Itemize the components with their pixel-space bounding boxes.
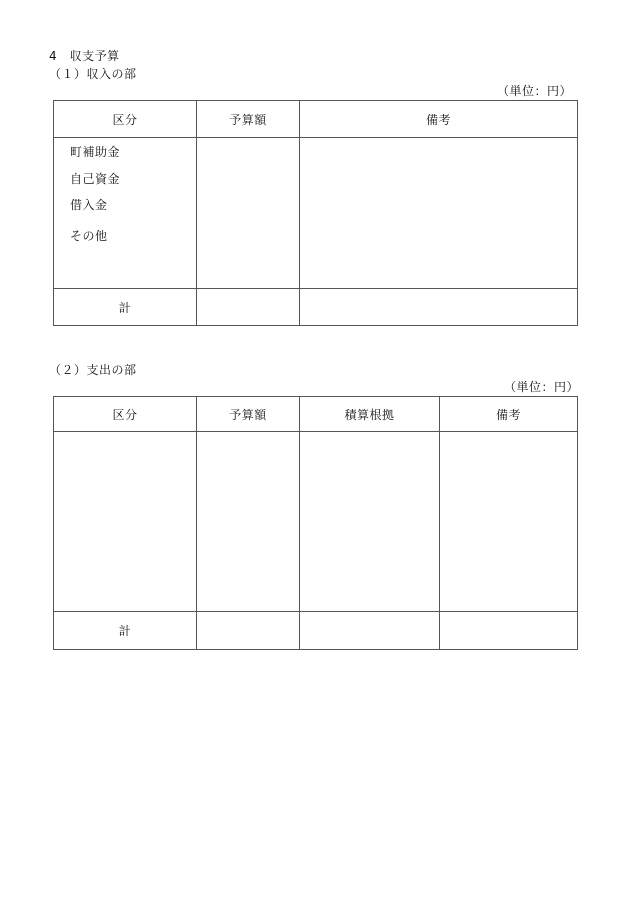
expense-table: [53, 396, 578, 650]
expense-header-basis: 積算根拠: [300, 397, 440, 432]
income-header-category: 区分: [54, 101, 197, 138]
income-amount-cell[interactable]: [197, 138, 300, 289]
income-total-row: [54, 289, 578, 326]
income-table: [53, 100, 578, 326]
expense-total-remarks-cell[interactable]: [440, 612, 578, 650]
expense-header-row: [54, 397, 578, 432]
income-item-town-subsidy: 町補助金: [70, 145, 121, 159]
income-unit-label: （単位：円）: [496, 84, 572, 98]
expense-header-amount: 予算額: [197, 397, 300, 432]
income-header-remarks: 備考: [300, 101, 578, 138]
income-remarks-cell[interactable]: [300, 138, 578, 289]
expense-header-remarks: 備考: [440, 397, 578, 432]
income-heading: （１）収入の部: [49, 67, 137, 81]
expense-basis-cell[interactable]: [300, 432, 440, 612]
income-item-loan: 借入金: [70, 198, 108, 212]
income-category-cell[interactable]: [54, 138, 197, 289]
expense-header-category: 区分: [54, 397, 197, 432]
income-item-other: その他: [70, 229, 108, 243]
income-body-row: [54, 138, 578, 289]
income-item-own-funds: 自己資金: [70, 172, 121, 186]
expense-remarks-cell[interactable]: [440, 432, 578, 612]
income-header-row: [54, 101, 578, 138]
expense-total-row: [54, 612, 578, 650]
expense-body-row: [54, 432, 578, 612]
expense-heading: （２）支出の部: [49, 363, 137, 377]
expense-total-basis-cell[interactable]: [300, 612, 440, 650]
expense-amount-cell[interactable]: [197, 432, 300, 612]
income-header-amount: 予算額: [197, 101, 300, 138]
income-total-amount-cell[interactable]: [197, 289, 300, 326]
income-total-label: 計: [54, 289, 197, 326]
expense-unit-label: （単位：円）: [503, 380, 579, 394]
expense-category-cell[interactable]: [54, 432, 197, 612]
section-title: 4 収支予算: [49, 49, 120, 63]
income-total-remarks-cell[interactable]: [300, 289, 578, 326]
expense-total-label: 計: [54, 612, 197, 650]
expense-total-amount-cell[interactable]: [197, 612, 300, 650]
